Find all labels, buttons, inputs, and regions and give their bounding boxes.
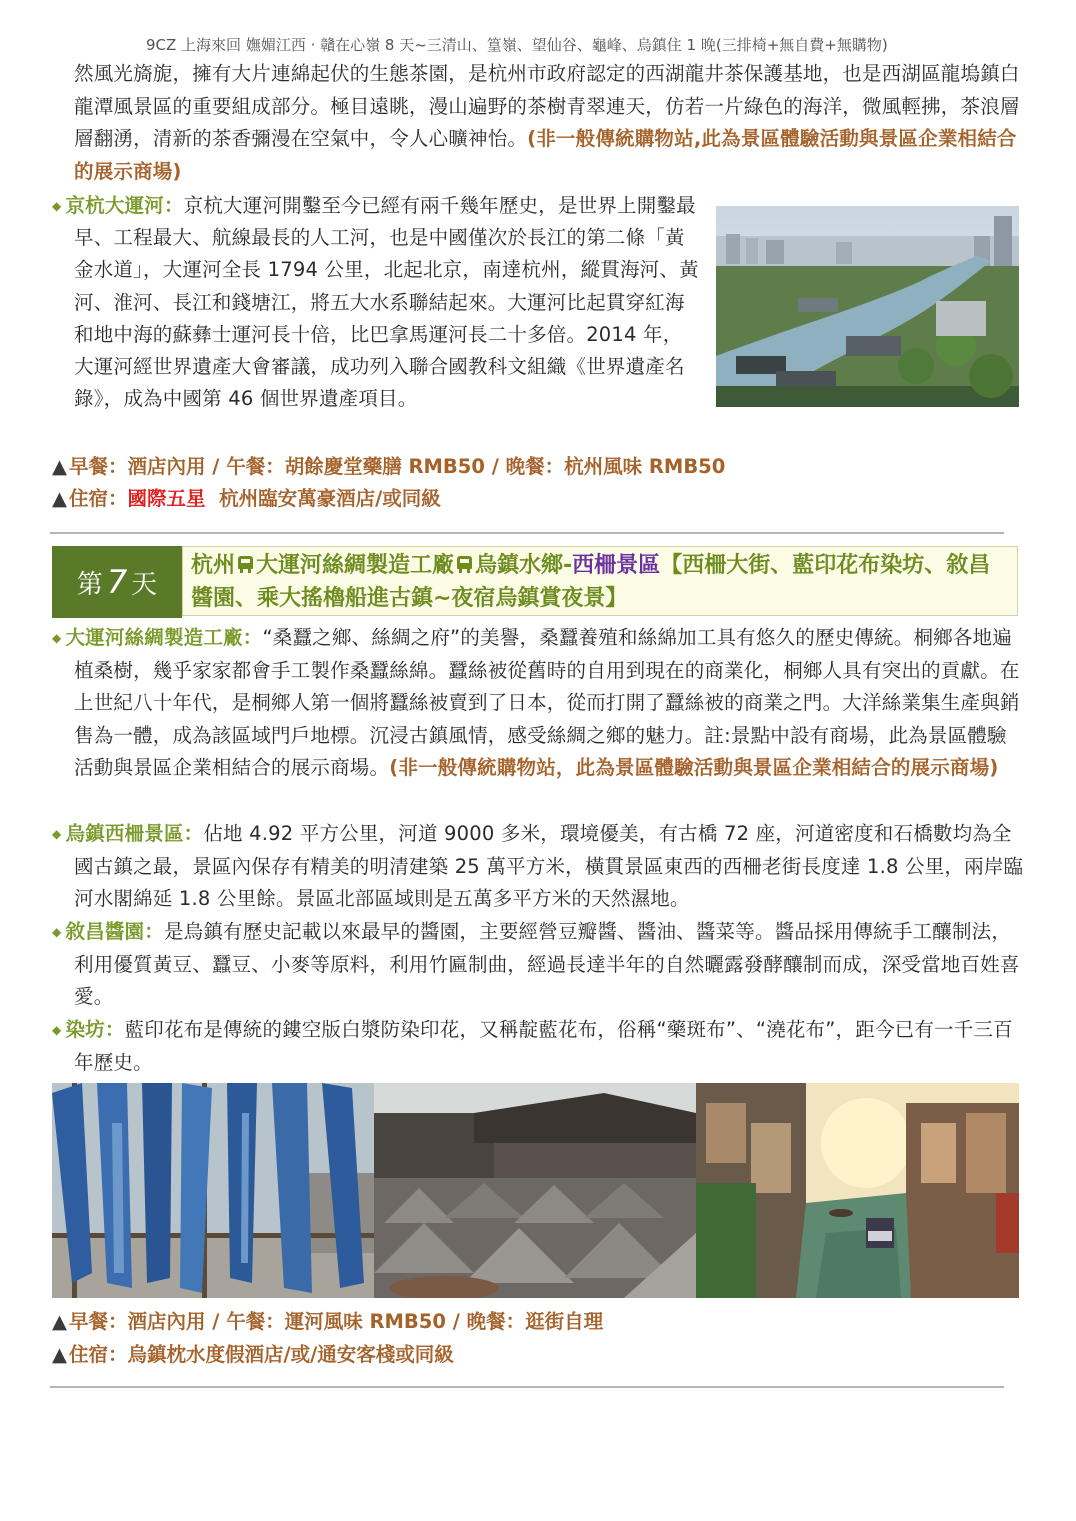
title-wuzhen: 烏鎮水鄉- xyxy=(475,553,573,578)
canal-text: 京杭大運河開鑿至今已經有兩千幾年歷史，是世界上開鑿最早、工程最大、航線最長的人工河，也是中國僅次於長江的第二條「黃金水道」，大運河全長 1794 公里，北起北京，南達杭州，縱貫海河、黃河、淮河、長江和錢塘江，將五大水系聯結起來。大運河比起貫穿紅海和地中海的蘇彝士運河長十倍，比巴拿馬運河長二十多倍。2014 年，大運河經世界遺產大會審議，成功列入聯合國教科文組織《世界遺產名錄》，成為中國第 46 個世界遺產項目。 xyxy=(74,194,699,411)
grand-canal-photo xyxy=(716,206,1019,407)
day7-hotel: 住宿：烏鎮枕水度假酒店/或/通安客棧或同級 xyxy=(69,1343,454,1366)
diamond-bullet-icon: ◆ xyxy=(52,1023,62,1037)
sauce-label: 敘昌醬園： xyxy=(65,920,164,943)
day-badge xyxy=(52,546,182,618)
xizha-paragraph xyxy=(52,818,1026,916)
triangle-bullet-icon: ▲ xyxy=(52,455,67,478)
bus-icon xyxy=(238,556,253,573)
day6-hotel-line xyxy=(52,483,441,515)
diamond-bullet-icon: ◆ xyxy=(52,631,62,645)
intro-note: (非一般傳統購物站,此為景區體驗活動與景區企業相結合的展示商場) xyxy=(74,127,1017,183)
title-details: 【西柵大街、藍印花布染坊、敘昌醬園、乘大搖櫓船進古鎮~夜宿烏鎮賞夜景】 xyxy=(191,553,991,611)
xizha-label: 烏鎮西柵景區： xyxy=(65,822,204,845)
day6-hotel-prefix: 住宿： xyxy=(69,487,128,510)
title-xizha: 西柵景區 xyxy=(572,553,661,578)
section-divider-bottom xyxy=(50,1386,1004,1388)
title-city: 杭州 xyxy=(191,553,236,578)
water-town-photo xyxy=(696,1083,1019,1298)
canal-label: 京杭大運河： xyxy=(65,194,184,217)
sauce-jars-photo xyxy=(374,1083,696,1298)
diamond-bullet-icon: ◆ xyxy=(52,199,62,213)
diamond-bullet-icon: ◆ xyxy=(52,925,62,939)
day6-meal-line xyxy=(52,451,725,483)
day-suffix: 天 xyxy=(131,569,158,600)
intro-paragraph xyxy=(74,58,1026,188)
triangle-bullet-icon: ▲ xyxy=(52,487,67,510)
sauce-paragraph xyxy=(52,916,1026,1014)
title-factory: 大運河絲綢製造工廠 xyxy=(256,553,455,578)
sauce-text: 是烏鎮有歷史記載以來最早的醬園，主要經營豆瓣醬、醬油、醬菜等。醬品採用傳統手工釀制法，利用優質黃豆、蠶豆、小麥等原料，利用竹匾制曲，經過長達半年的自然曬露發酵釀制而成，深受當地百姓喜愛。 xyxy=(74,920,1020,1009)
silk-note: (非一般傳統購物站，此為景區體驗活動與景區企業相結合的展示商場) xyxy=(389,756,999,780)
page-header: 9CZ 上海來回 嫵媚江西 · 贛在心嶺 8 天~三清山、篁嶺、望仙谷、龜峰、烏鎮住 1 晚(三排椅+無自費+無購物) xyxy=(146,36,888,54)
triangle-bullet-icon: ▲ xyxy=(52,1343,67,1366)
day7-meal-line xyxy=(52,1306,603,1338)
day-prefix: 第 xyxy=(76,569,103,600)
day7-hotel-line xyxy=(52,1339,454,1371)
xizha-text: 佔地 4.92 平方公里，河道 9000 多米，環境優美，有古橋 72 座，河道密度和石橋數均為全國古鎮之最，景區內保存有精美的明清建築 25 萬平方米，橫貫景區東西的西柵老街長度達 1.8 公里，兩岸臨河水閣綿延 1.8 公里餘。景區北部區域則是五萬多平方米的天然濕地。 xyxy=(74,822,1024,911)
day7-meal: 早餐：酒店內用 / 午餐：運河風味 RMB50 / 晚餐：逛街自理 xyxy=(69,1310,604,1333)
section-divider xyxy=(50,532,1004,534)
day6-hotel-name: 杭州臨安萬豪酒店/或同級 xyxy=(205,487,441,510)
indigo-cloth-photo xyxy=(52,1083,374,1298)
silk-text: “桑蠶之鄉、絲綢之府”的美譽，桑蠶養殖和絲綿加工具有悠久的歷史傳統。桐鄉各地遍植桑樹，幾乎家家都會手工製作桑蠶絲綿。蠶絲被從舊時的自用到現在的商業化，桐鄉人具有突出的貢獻。在上世紀八十年代，是桐鄉人第一個將蠶絲被賣到了日本，從而打開了蠶絲被的商業之門。大洋絲業集生產與銷售為一體，成為該區域門戶地標。沉浸古鎮風情，感受絲綢之鄉的魅力。註:景點中設有商場，此為景區體驗活動與景區企業相結合的展示商場。 xyxy=(74,626,1020,780)
dye-text: 藍印花布是傳統的鏤空版白漿防染印花，又稱靛藍花布，俗稱“藥斑布”、“澆花布”，距今已有一千三百年歷史。 xyxy=(74,1018,1013,1074)
silk-label: 大運河絲綢製造工廠： xyxy=(65,626,263,649)
bus-icon xyxy=(457,556,472,573)
day6-hotel-star: 國際五星 xyxy=(127,487,206,510)
day-number: 7 xyxy=(106,563,128,601)
dye-label: 染坊： xyxy=(65,1018,125,1041)
intro-text: 然風光旖旎，擁有大片連綿起伏的生態茶園，是杭州市政府認定的西湖龍井茶保護基地，也是西湖區龍塢鎮白龍潭風景區的重要組成部分。極目遠眺，漫山遍野的茶樹青翠連天，仿若一片綠色的海洋，微風輕拂，茶浪層層翻湧，清新的茶香彌漫在空氣中，令人心曠神怡。 xyxy=(74,62,1020,151)
diamond-bullet-icon: ◆ xyxy=(52,827,62,841)
silk-paragraph xyxy=(52,622,1026,785)
dye-paragraph xyxy=(52,1014,1026,1079)
triangle-bullet-icon: ▲ xyxy=(52,1310,67,1333)
canal-paragraph xyxy=(52,190,702,415)
day-title xyxy=(182,546,1018,616)
day6-meal: 早餐：酒店內用 / 午餐：胡餘慶堂藥膳 RMB50 / 晚餐：杭州風味 RMB50 xyxy=(69,455,726,478)
